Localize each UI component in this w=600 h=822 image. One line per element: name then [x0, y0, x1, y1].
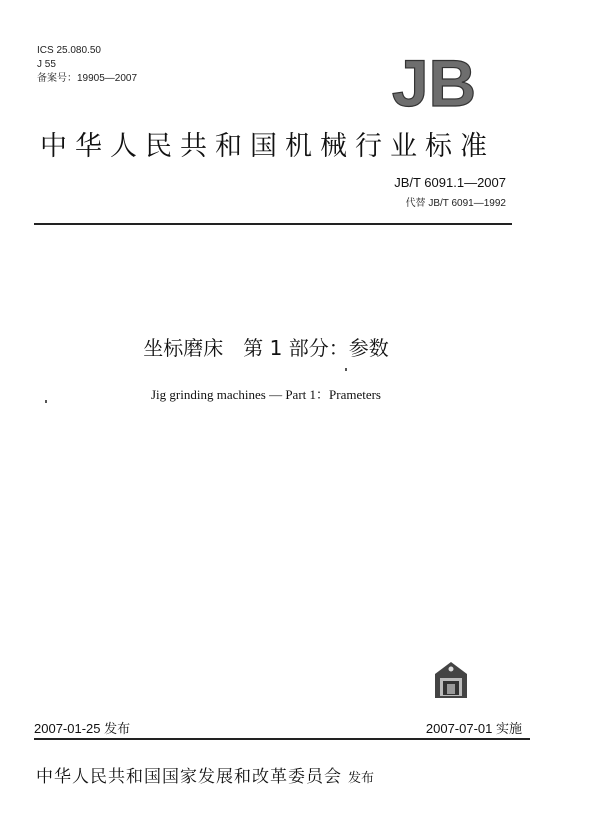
filing-number: 备案号：19905—2007 — [37, 73, 138, 84]
replaces-standard: 代替 JB/T 6091—1992 — [405, 198, 506, 209]
classification-block — [37, 44, 137, 86]
issue-date: 2007-01-25 发布 — [34, 721, 131, 736]
issuing-authority — [36, 762, 374, 787]
publisher-emblem-icon — [430, 660, 472, 702]
document-title-english: Jig grinding machines — Part 1：Prameters — [151, 387, 381, 402]
scan-speck — [345, 368, 347, 371]
jb-logo-text: JB — [391, 50, 477, 112]
issuer-suffix: 发布 — [348, 771, 375, 786]
footer-divider — [34, 738, 530, 740]
effective-date: 2007-07-01 实施 — [425, 721, 522, 736]
standard-category-title: 中华人民共和国机械行业标准 — [40, 131, 495, 162]
ccs-code: J 55 — [37, 59, 56, 70]
scan-speck — [45, 400, 47, 403]
issuer-name: 中华人民共和国国家发展和改革委员会 — [36, 767, 342, 787]
standard-number: JB/T 6091.1—2007 — [394, 175, 506, 190]
header-divider — [34, 223, 512, 225]
ics-code: ICS 25.080.50 — [37, 45, 101, 56]
jb-logo — [374, 50, 494, 112]
document-title-chinese: 坐标磨床 第 1 部分：参数 — [143, 336, 389, 360]
